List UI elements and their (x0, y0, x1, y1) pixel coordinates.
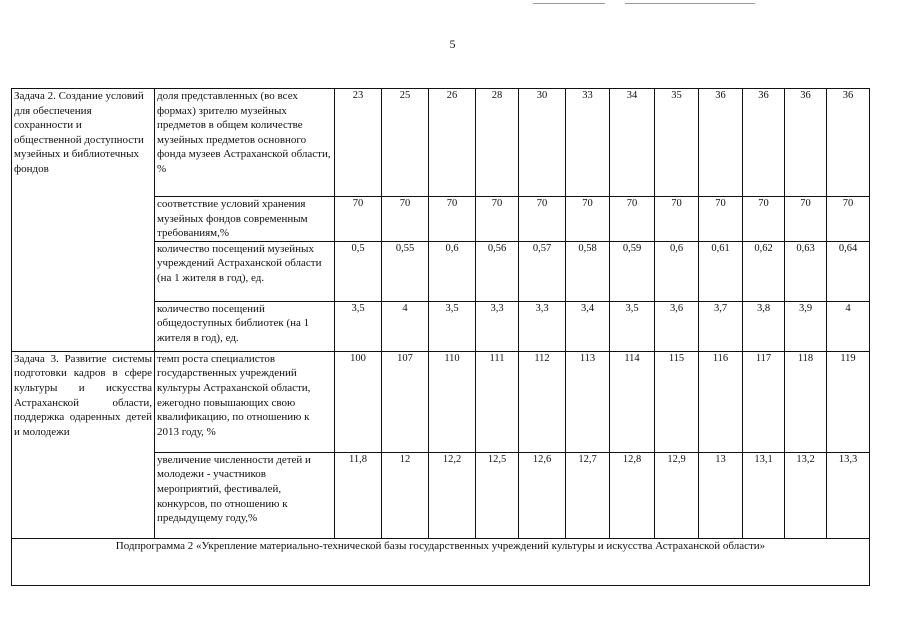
value-cell: 36 (699, 89, 743, 197)
value-cell: 3,6 (655, 301, 699, 351)
value-cell: 36 (785, 89, 827, 197)
indicator-cell: темп роста специалистов государственных учреждений культуры Астраханской области, ежегодно повышающих свою квалификацию, по отношению к 2013 году, % (155, 351, 335, 452)
task-cell: Задача 3. Развитие системы подготовки кадров в сфере культуры и искусства Астраханской области, поддержка одаренных детей и молодежи (12, 351, 155, 538)
value-cell: 0,64 (827, 241, 870, 301)
value-cell: 0,55 (382, 241, 429, 301)
value-cell: 3,5 (610, 301, 655, 351)
value-cell: 0,5 (335, 241, 382, 301)
value-cell: 28 (476, 89, 519, 197)
value-cell: 3,8 (743, 301, 785, 351)
subprogram-row (12, 538, 870, 585)
value-cell: 36 (743, 89, 785, 197)
value-cell: 70 (610, 197, 655, 242)
value-cell: 12,6 (519, 452, 566, 538)
value-cell: 3,5 (429, 301, 476, 351)
value-cell: 36 (827, 89, 870, 197)
value-cell: 3,7 (699, 301, 743, 351)
value-cell: 0,58 (566, 241, 610, 301)
value-cell: 100 (335, 351, 382, 452)
task-cell: Задача 2. Создание условий для обеспечения сохранности и общественной доступности музейных и библиотечных фондов (12, 89, 155, 352)
value-cell: 4 (827, 301, 870, 351)
value-cell: 70 (335, 197, 382, 242)
value-cell: 107 (382, 351, 429, 452)
value-cell: 12,8 (610, 452, 655, 538)
value-cell: 70 (382, 197, 429, 242)
value-cell: 0,57 (519, 241, 566, 301)
value-cell: 4 (382, 301, 429, 351)
value-cell: 3,3 (519, 301, 566, 351)
value-cell: 25 (382, 89, 429, 197)
value-cell: 116 (699, 351, 743, 452)
value-cell: 0,6 (655, 241, 699, 301)
value-cell: 13,1 (743, 452, 785, 538)
value-cell: 113 (566, 351, 610, 452)
value-cell: 115 (655, 351, 699, 452)
indicator-cell: доля представленных (во всех формах) зрителю музейных предметов в общем количестве музейных предметов основного фонда музеев Астраханской области, % (155, 89, 335, 197)
value-cell: 3,4 (566, 301, 610, 351)
value-cell: 23 (335, 89, 382, 197)
value-cell: 26 (429, 89, 476, 197)
scan-artifact-line (533, 3, 605, 4)
value-cell: 0,59 (610, 241, 655, 301)
value-cell: 0,6 (429, 241, 476, 301)
value-cell: 12 (382, 452, 429, 538)
value-cell: 0,61 (699, 241, 743, 301)
value-cell: 70 (476, 197, 519, 242)
value-cell: 117 (743, 351, 785, 452)
value-cell: 70 (743, 197, 785, 242)
value-cell: 0,62 (743, 241, 785, 301)
value-cell: 70 (699, 197, 743, 242)
value-cell: 70 (519, 197, 566, 242)
value-cell: 3,9 (785, 301, 827, 351)
value-cell: 110 (429, 351, 476, 452)
indicators-table (11, 88, 870, 586)
value-cell: 30 (519, 89, 566, 197)
scan-artifact-line (625, 3, 755, 4)
value-cell: 119 (827, 351, 870, 452)
indicator-cell: увеличение численности детей и молодежи - участников мероприятий, фестивалей, конкурсов, по отношению к предыдущему году,% (155, 452, 335, 538)
value-cell: 12,9 (655, 452, 699, 538)
value-cell: 70 (429, 197, 476, 242)
value-cell: 111 (476, 351, 519, 452)
table-row (12, 89, 870, 197)
value-cell: 118 (785, 351, 827, 452)
value-cell: 11,8 (335, 452, 382, 538)
indicator-cell: количество посещений общедоступных библиотек (на 1 жителя в год), ед. (155, 301, 335, 351)
value-cell: 13 (699, 452, 743, 538)
value-cell: 70 (827, 197, 870, 242)
value-cell: 35 (655, 89, 699, 197)
value-cell: 0,56 (476, 241, 519, 301)
value-cell: 13,2 (785, 452, 827, 538)
page-number: 5 (449, 37, 456, 51)
value-cell: 3,3 (476, 301, 519, 351)
indicator-cell: соответствие условий хранения музейных фондов современным требованиям,% (155, 197, 335, 242)
value-cell: 112 (519, 351, 566, 452)
value-cell: 34 (610, 89, 655, 197)
value-cell: 70 (655, 197, 699, 242)
value-cell: 0,63 (785, 241, 827, 301)
table-row (12, 351, 870, 452)
subprogram-cell: Подпрограмма 2 «Укрепление материально-технической базы государственных учреждений культуры и искусства Астраханской области» (12, 538, 870, 585)
indicator-cell: количество посещений музейных учреждений Астраханской области (на 1 жителя в год), ед. (155, 241, 335, 301)
value-cell: 33 (566, 89, 610, 197)
value-cell: 13,3 (827, 452, 870, 538)
value-cell: 70 (566, 197, 610, 242)
value-cell: 3,5 (335, 301, 382, 351)
value-cell: 114 (610, 351, 655, 452)
value-cell: 12,5 (476, 452, 519, 538)
value-cell: 12,2 (429, 452, 476, 538)
value-cell: 70 (785, 197, 827, 242)
value-cell: 12,7 (566, 452, 610, 538)
